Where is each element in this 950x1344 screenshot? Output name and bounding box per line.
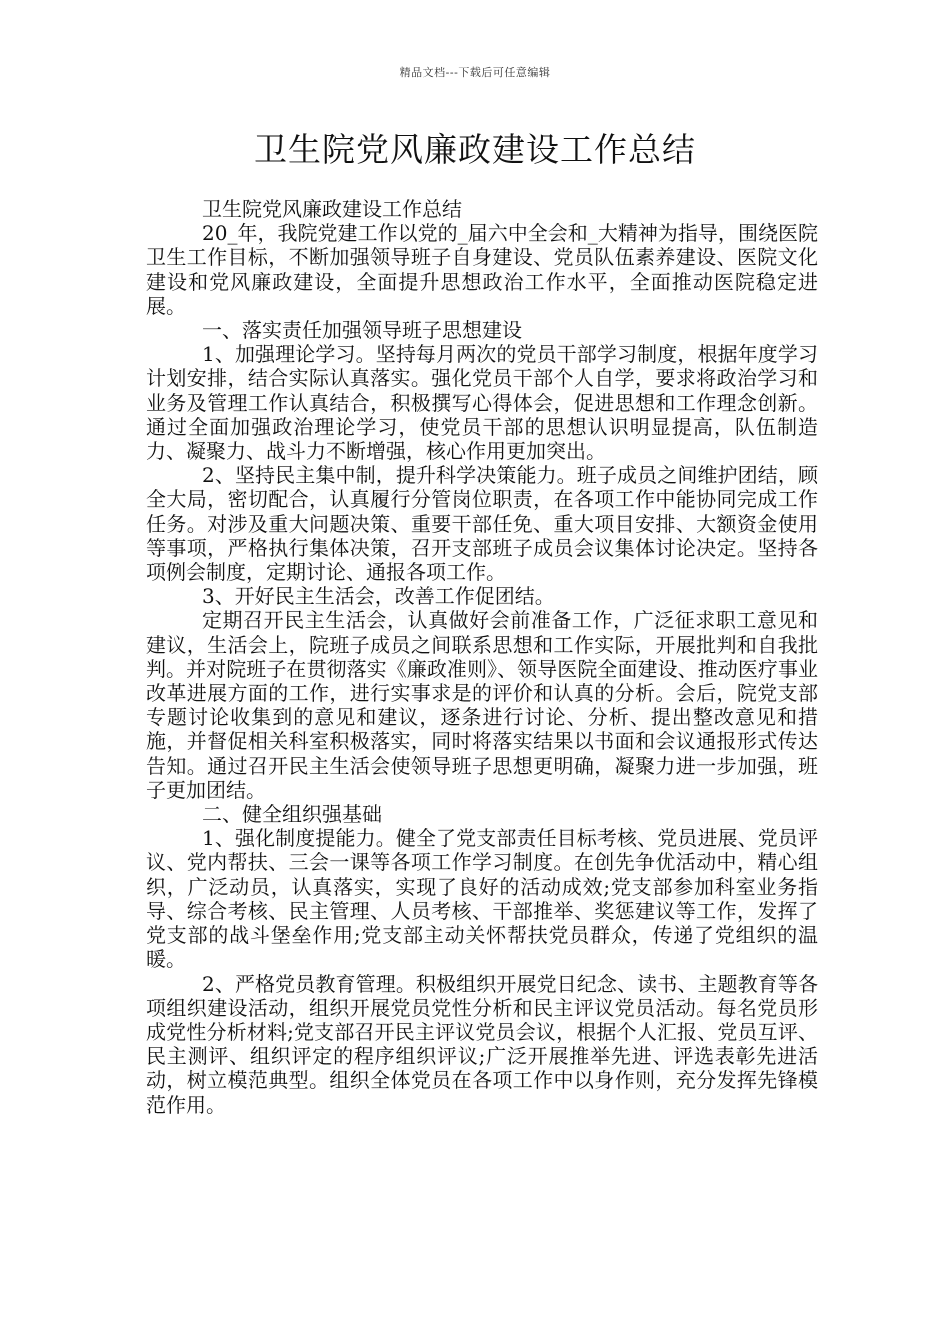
- header-note: 精品文档---下载后可任意编辑: [399, 66, 551, 79]
- paragraph-intro: 20_年，我院党建工作以党的_届六中全会和_大精神为指导，围绕医院卫生工作目标，不断加强领导班子自身建设、党员队伍素养建设、医院文化建设和党风廉政建设，全面提升思想政治工作水平，全面推动医院稳定进展。: [146, 221, 818, 318]
- paragraph-1-3-heading: 3、开好民主生活会，改善工作促团结。: [202, 584, 555, 609]
- paragraph-2-2: 2、严格党员教育管理。积极组织开展党日纪念、读书、主题教育等各项组织建设活动，组织开展党员党性分析和民主评议党员活动。每名党员形成党性分析材料;党支部召开民主评议党员会议，根据个人汇报、党员互评、民主测评、组织评定的程序组织评议;广泛开展推举先进、评选表彰先进活动，树立模范典型。组织全体党员在各项工作中以身作则，充分发挥先锋模范作用。: [146, 971, 818, 1117]
- paragraph-2-1: 1、强化制度提能力。健全了党支部责任目标考核、党员进展、党员评议、党内帮扶、三会一课等各项工作学习制度。在创先争优活动中，精心组织，广泛动员，认真落实，实现了良好的活动成效;党支部参加科室业务指导、综合考核、民主管理、人员考核、干部推举、奖惩建议等工作，发挥了党支部的战斗堡垒作用;党支部主动关怀帮扶党员群众，传递了党组织的温暖。: [146, 826, 818, 972]
- document-title: 卫生院党风廉政建设工作总结: [254, 130, 696, 169]
- document-body: [146, 197, 818, 1117]
- section-heading-1: 一、落实责任加强领导班子思想建设: [202, 318, 522, 343]
- paragraph-1-3: 定期召开民主生活会，认真做好会前准备工作，广泛征求职工意见和建议，生活会上，院班子成员之间联系思想和工作实际，开展批判和自我批判。并对院班子在贯彻落实《廉政准则》、领导医院全面建设、推动医疗事业改革进展方面的工作，进行实事求是的评价和认真的分析。会后，院党支部专题讨论收集到的意见和建议，逐条进行讨论、分析、提出整改意见和措施，并督促相关科室积极落实，同时将落实结果以书面和会议通报形式传达告知。通过召开民主生活会使领导班子思想更明确，凝聚力进一步加强，班子更加团结。: [146, 608, 818, 802]
- section-heading-2: 二、健全组织强基础: [202, 802, 382, 827]
- paragraph-1-2: 2、坚持民主集中制，提升科学决策能力。班子成员之间维护团结，顾全大局，密切配合，认真履行分管岗位职责，在各项工作中能协同完成工作任务。对涉及重大问题决策、重要干部任免、重大项目安排、大额资金使用等事项，严格执行集体决策，召开支部班子成员会议集体讨论决定。坚持各项例会制度，定期讨论、通报各项工作。: [146, 463, 818, 585]
- paragraph-1-1: 1、加强理论学习。坚持每月两次的党员干部学习制度，根据年度学习计划安排，结合实际认真落实。强化党员干部个人自学，要求将政治学习和业务及管理工作认真结合，积极撰写心得体会，促进思想和工作理念创新。通过全面加强政治理论学习，使党员干部的思想认识明显提高，队伍制造力、凝聚力、战斗力不断增强，核心作用更加突出。: [146, 342, 818, 464]
- paragraph-subtitle: 卫生院党风廉政建设工作总结: [202, 197, 462, 221]
